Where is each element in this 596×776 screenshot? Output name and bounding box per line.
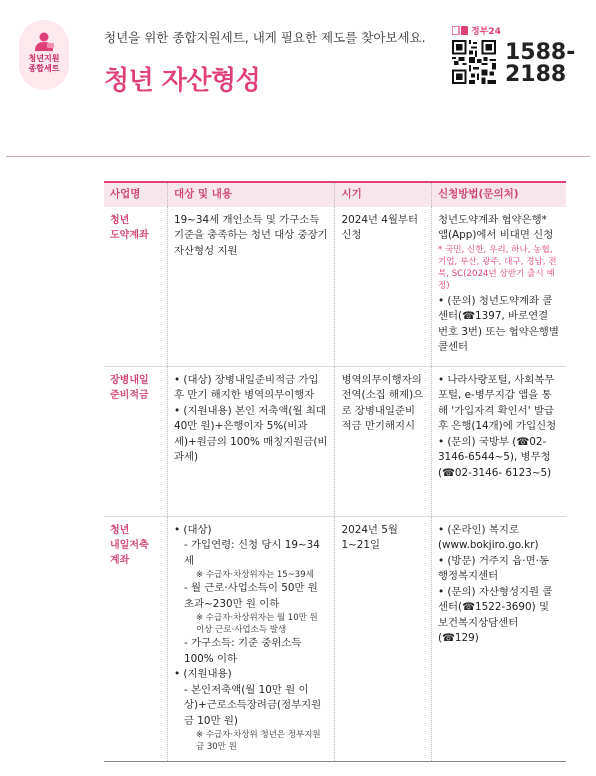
apply-cell: 청년도약계좌 협약은행* 앱(App)에서 비대면 신청 * 국민, 신한, 우리, 하나, 농협, 기업, 부산, 광주, 대구, 경남, 전북, SC(2024년 상반기 출시 예정) • (문의) 청년도약계좌 콜센터(☎1397, 바로연결 번호 3번) 또는 협약은행별 콜센터 [431,207,566,367]
table-row [104,207,566,367]
program-table [104,181,566,762]
period-cell: 병역의무이행자의 전역(소집 해제)으로 장병내일준비적금 만기해지시 [335,366,431,516]
header-apply: 신청방법(문의처) [431,182,566,207]
target-cell: • (대상) 장병내일준비적금 가입 후 만기 해지한 병역의무이행자 • (지원내용) 본인 저축액(월 최대 40만 원)+은행이자 5%(비과세)+원금의 100% 매칭지원금(비과세) [167,366,335,516]
badge-label: 청년지원 종합세트 [28,54,60,73]
program-name: 장병내일 준비적금 [104,366,167,516]
header-divider [6,156,590,157]
youth-support-badge [19,20,69,90]
page-subtitle: 청년을 위한 종합지원세트, 내게 필요한 제도를 찾아보세요. [104,30,426,45]
qr-code[interactable] [452,40,496,84]
header-period: 시기 [335,182,431,207]
target-cell: 19~34세 개인소득 및 가구소득 기준을 충족하는 청년 대상 중장기 자산형성 지원 [167,207,335,367]
gov24-label: 정부24 [452,24,501,37]
page-header [0,0,596,160]
program-name: 청년 내일저축 계좌 [104,516,167,762]
apply-cell: • 나라사랑포털, 사회복무포털, e-병무지갑 앱을 통해 '가입자격 확인서' 발급 후 은행(14개)에 가입신청 • (문의) 국방부 (☎02-3146-6544~5), 병무청 (☎02-3146- 6123~5) [431,366,566,516]
table-row [104,366,566,516]
header-target: 대상 및 내용 [167,182,335,207]
person-icon [33,30,55,52]
table-header-row [104,182,566,207]
period-cell: 2024년 5월 1~21일 [335,516,431,762]
page-title: 청년 자산형성 [104,66,261,96]
bokjiro-link[interactable]: • (온라인) 복지로(www.bokjiro.go.kr) [437,523,539,551]
program-name: 청년 도약계좌 [104,207,167,367]
phone-number: 1588- 2188 [505,40,576,87]
target-cell: • (대상) - 가입연령: 신청 당시 19~34세 ※ 수급자·차상위자는 15~39세 - 월 근로·사업소득이 50만 원 초과~230만 원 이하 ※ 수급자·차상위자는 월 10만 원 이상 근로·사업소득 발생 - 가구소득: 기준 중위소득 100% 이하 • (지원내용) - 본인저축액(월 10만 원 이상)+근로소득장려금(정부지원금 10만 원) ※ 수급자·차상위 청년은 정부지원금 30만 원 [167,516,335,762]
table-row [104,516,566,762]
period-cell: 2024년 4월부터 신청 [335,207,431,367]
header-program-name: 사업명 [104,182,167,207]
apply-cell: • (온라인) 복지로(www.bokjiro.go.kr) • (방문) 거주지 읍·면·동 행정복지센터 • (문의) 자산형성지원 콜센터(☎1522-3690) 및 보건복지상담센터 (☎129) [431,516,566,762]
gov24-icon [452,26,468,35]
